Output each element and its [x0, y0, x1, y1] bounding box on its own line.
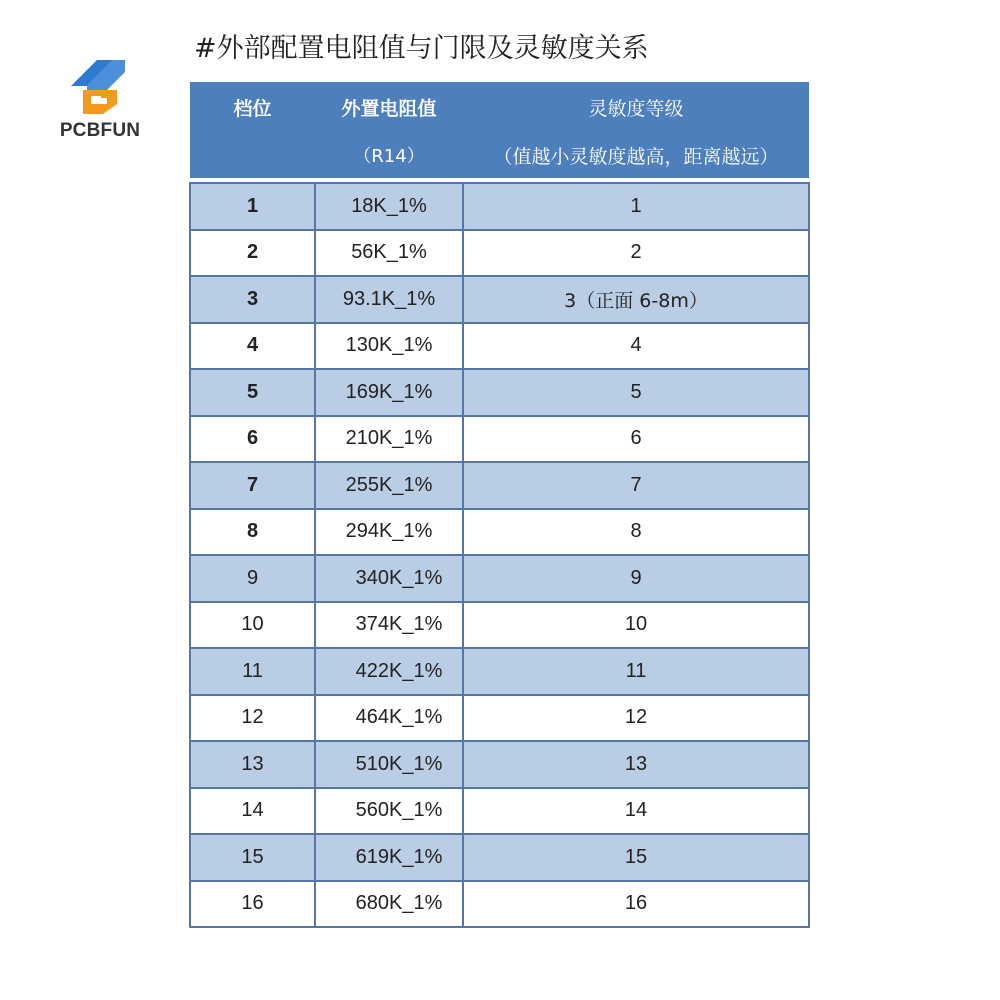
table-row	[190, 462, 809, 509]
resistor-sensitivity-table	[189, 82, 808, 928]
cell-gear: 7	[190, 462, 315, 509]
cell-resistor	[315, 462, 463, 509]
cell-resistor-text: 210K_1%	[345, 427, 433, 450]
cell-resistor	[315, 648, 463, 695]
cell-sensitivity: 15	[463, 834, 809, 881]
table-row	[190, 834, 809, 881]
cell-resistor	[315, 276, 463, 323]
table-row	[190, 881, 809, 928]
header-sensitivity: 灵敏度等级	[463, 82, 809, 132]
cell-gear: 1	[190, 183, 315, 230]
cell-resistor-text: 169K_1%	[345, 380, 433, 403]
cell-gear: 5	[190, 369, 315, 416]
cell-sensitivity: 14	[463, 788, 809, 835]
cell-sensitivity: 2	[463, 230, 809, 277]
cell-resistor-text: 680K_1%	[355, 892, 443, 915]
cell-gear: 2	[190, 230, 315, 277]
cell-resistor-text: 422K_1%	[355, 659, 443, 682]
cell-sensitivity: 13	[463, 741, 809, 788]
pcbfun-logo-icon	[67, 56, 129, 118]
cell-gear: 8	[190, 509, 315, 556]
table-row	[190, 416, 809, 463]
cell-resistor	[315, 369, 463, 416]
cell-gear: 16	[190, 881, 315, 928]
table-row	[190, 183, 809, 230]
cell-gear: 3	[190, 276, 315, 323]
table-row	[190, 555, 809, 602]
cell-resistor	[315, 695, 463, 742]
cell-resistor	[315, 230, 463, 277]
cell-resistor	[315, 323, 463, 370]
cell-gear: 11	[190, 648, 315, 695]
cell-resistor-text: 18K_1%	[351, 194, 427, 217]
cell-sensitivity: 10	[463, 602, 809, 649]
header-gear-sub	[190, 132, 315, 178]
cell-resistor	[315, 602, 463, 649]
cell-sensitivity: 8	[463, 509, 809, 556]
page-title: #外部配置电阻值与门限及灵敏度关系	[194, 33, 649, 64]
cell-resistor-text: 619K_1%	[355, 845, 443, 868]
brand-name: PCBFUN	[59, 120, 141, 141]
table-row	[190, 602, 809, 649]
header-resistor: 外置电阻值	[315, 82, 463, 132]
table-row	[190, 323, 809, 370]
cell-sensitivity: 4	[463, 323, 809, 370]
table-row	[190, 230, 809, 277]
table-row	[190, 369, 809, 416]
cell-gear: 9	[190, 555, 315, 602]
cell-sensitivity: 12	[463, 695, 809, 742]
cell-sensitivity: 11	[463, 648, 809, 695]
cell-resistor-text: 510K_1%	[355, 752, 443, 775]
cell-resistor-text: 464K_1%	[355, 706, 443, 729]
cell-gear: 6	[190, 416, 315, 463]
cell-gear: 4	[190, 323, 315, 370]
cell-resistor	[315, 416, 463, 463]
data-table	[189, 82, 810, 928]
cell-gear: 15	[190, 834, 315, 881]
table-row	[190, 741, 809, 788]
table-header	[190, 82, 809, 183]
cell-sensitivity: 9	[463, 555, 809, 602]
header-sensitivity-sub: （值越小灵敏度越高，距离越远）	[463, 132, 809, 178]
cell-resistor	[315, 788, 463, 835]
cell-sensitivity: 5	[463, 369, 809, 416]
header-gear: 档位	[190, 82, 315, 132]
cell-sensitivity: 7	[463, 462, 809, 509]
table-row	[190, 788, 809, 835]
cell-resistor	[315, 183, 463, 230]
cell-resistor	[315, 881, 463, 928]
cell-resistor-text: 255K_1%	[345, 473, 433, 496]
cell-gear: 14	[190, 788, 315, 835]
cell-gear: 10	[190, 602, 315, 649]
cell-gear: 12	[190, 695, 315, 742]
cell-resistor-text: 56K_1%	[351, 241, 427, 264]
cell-resistor	[315, 741, 463, 788]
table-row	[190, 276, 809, 323]
cell-resistor	[315, 555, 463, 602]
table-body	[190, 183, 809, 927]
cell-resistor	[315, 509, 463, 556]
cell-sensitivity: 16	[463, 881, 809, 928]
brand-logo	[50, 52, 150, 150]
cell-resistor	[315, 834, 463, 881]
cell-resistor-text: 93.1K_1%	[342, 287, 436, 310]
table-row	[190, 509, 809, 556]
table-row	[190, 648, 809, 695]
cell-sensitivity: 6	[463, 416, 809, 463]
table-row	[190, 695, 809, 742]
cell-gear: 13	[190, 741, 315, 788]
cell-resistor-text: 560K_1%	[355, 799, 443, 822]
cell-sensitivity: 3（正面 6-8m）	[463, 276, 809, 323]
cell-sensitivity: 1	[463, 183, 809, 230]
cell-resistor-text: 340K_1%	[355, 566, 443, 589]
cell-resistor-text: 130K_1%	[345, 334, 433, 357]
cell-resistor-text: 374K_1%	[355, 613, 443, 636]
cell-resistor-text: 294K_1%	[345, 520, 433, 543]
header-resistor-sub: （R14）	[315, 132, 463, 178]
